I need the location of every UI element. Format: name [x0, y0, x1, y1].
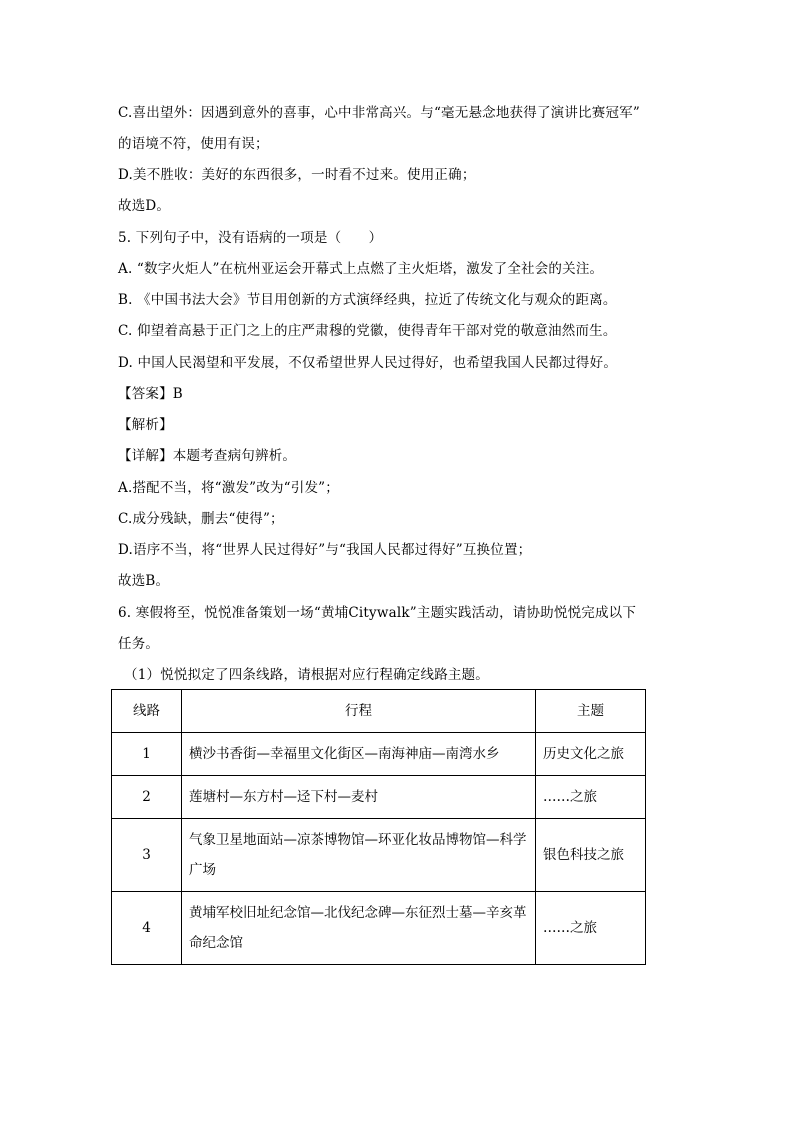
table-row [112, 776, 646, 819]
table-header-row [112, 690, 646, 733]
route-number: 3 [112, 819, 182, 892]
route-trip: 莲塘村—东方村—迳下村—麦村 [182, 776, 536, 819]
question-6-stem-continued: 任务。 [118, 636, 160, 652]
detail-label: 【详解】本题考查病句辨析。 [118, 448, 297, 464]
route-number: 1 [112, 733, 182, 776]
route-theme: ……之旅 [536, 776, 646, 819]
paragraph-c-option-explanation: C.喜出望外：因遇到意外的喜事，心中非常高兴。与“毫无悬念地获得了演讲比赛冠军” [118, 105, 640, 121]
route-trip: 横沙书香街—幸福里文化街区—南海神庙—南湾水乡 [182, 733, 536, 776]
detail-c: C.成分残缺，删去“使得”； [118, 511, 284, 527]
table-row [112, 892, 646, 965]
header-route: 线路 [112, 690, 182, 733]
header-theme: 主题 [536, 690, 646, 733]
route-number: 2 [112, 776, 182, 819]
answer-b-conclusion: 故选B。 [118, 573, 170, 589]
paragraph-c-option-continued: 的语境不符，使用有误； [118, 136, 269, 152]
question-5-option-c: C. 仰望着高悬于正门之上的庄严肃穆的党徽，使得青年干部对党的敬意油然而生。 [118, 323, 617, 339]
question-5-option-d: D. 中国人民渴望和平发展，不仅希望世界人民过得好，也希望我国人民都过得好。 [118, 355, 618, 371]
route-number: 4 [112, 892, 182, 965]
route-trip: 黄埔军校旧址纪念馆—北伐纪念碑—东征烈士墓—辛亥革命纪念馆 [182, 892, 536, 965]
question-6-stem: 6. 寒假将至，悦悦准备策划一场“黄埔Citywalk”主题实践活动，请协助悦悦完成以下 [118, 605, 637, 621]
question-5-stem: 5. 下列句子中，没有语病的一项是（ ） [118, 230, 383, 246]
detail-a: A.搭配不当，将“激发”改为“引发”； [118, 480, 339, 496]
analysis-label: 【解析】 [118, 417, 173, 433]
table-row [112, 733, 646, 776]
route-table [111, 689, 646, 965]
question-6-sub-1: （1）悦悦拟定了四条线路，请根据对应行程确定线路主题。 [124, 667, 489, 683]
paragraph-answer-d: 故选D。 [118, 198, 171, 214]
question-5-option-a: A. “数字火炬人”在杭州亚运会开幕式上点燃了主火炬塔，激发了全社会的关注。 [118, 261, 604, 277]
route-theme: 历史文化之旅 [536, 733, 646, 776]
question-5-option-b: B. 《中国书法大会》节目用创新的方式演绎经典，拉近了传统文化与观众的距离。 [118, 292, 617, 308]
route-theme: ……之旅 [536, 892, 646, 965]
table-row [112, 819, 646, 892]
header-trip: 行程 [182, 690, 536, 733]
paragraph-d-option-explanation: D.美不胜收：美好的东西很多，一时看不过来。使用正确； [118, 167, 476, 183]
route-trip: 气象卫星地面站—凉茶博物馆—环亚化妆品博物馆—科学广场 [182, 819, 536, 892]
detail-d: D.语序不当，将“世界人民过得好”与“我国人民都过得好”互换位置； [118, 542, 532, 558]
route-theme: 银色科技之旅 [536, 819, 646, 892]
answer-label: 【答案】B [118, 386, 183, 402]
